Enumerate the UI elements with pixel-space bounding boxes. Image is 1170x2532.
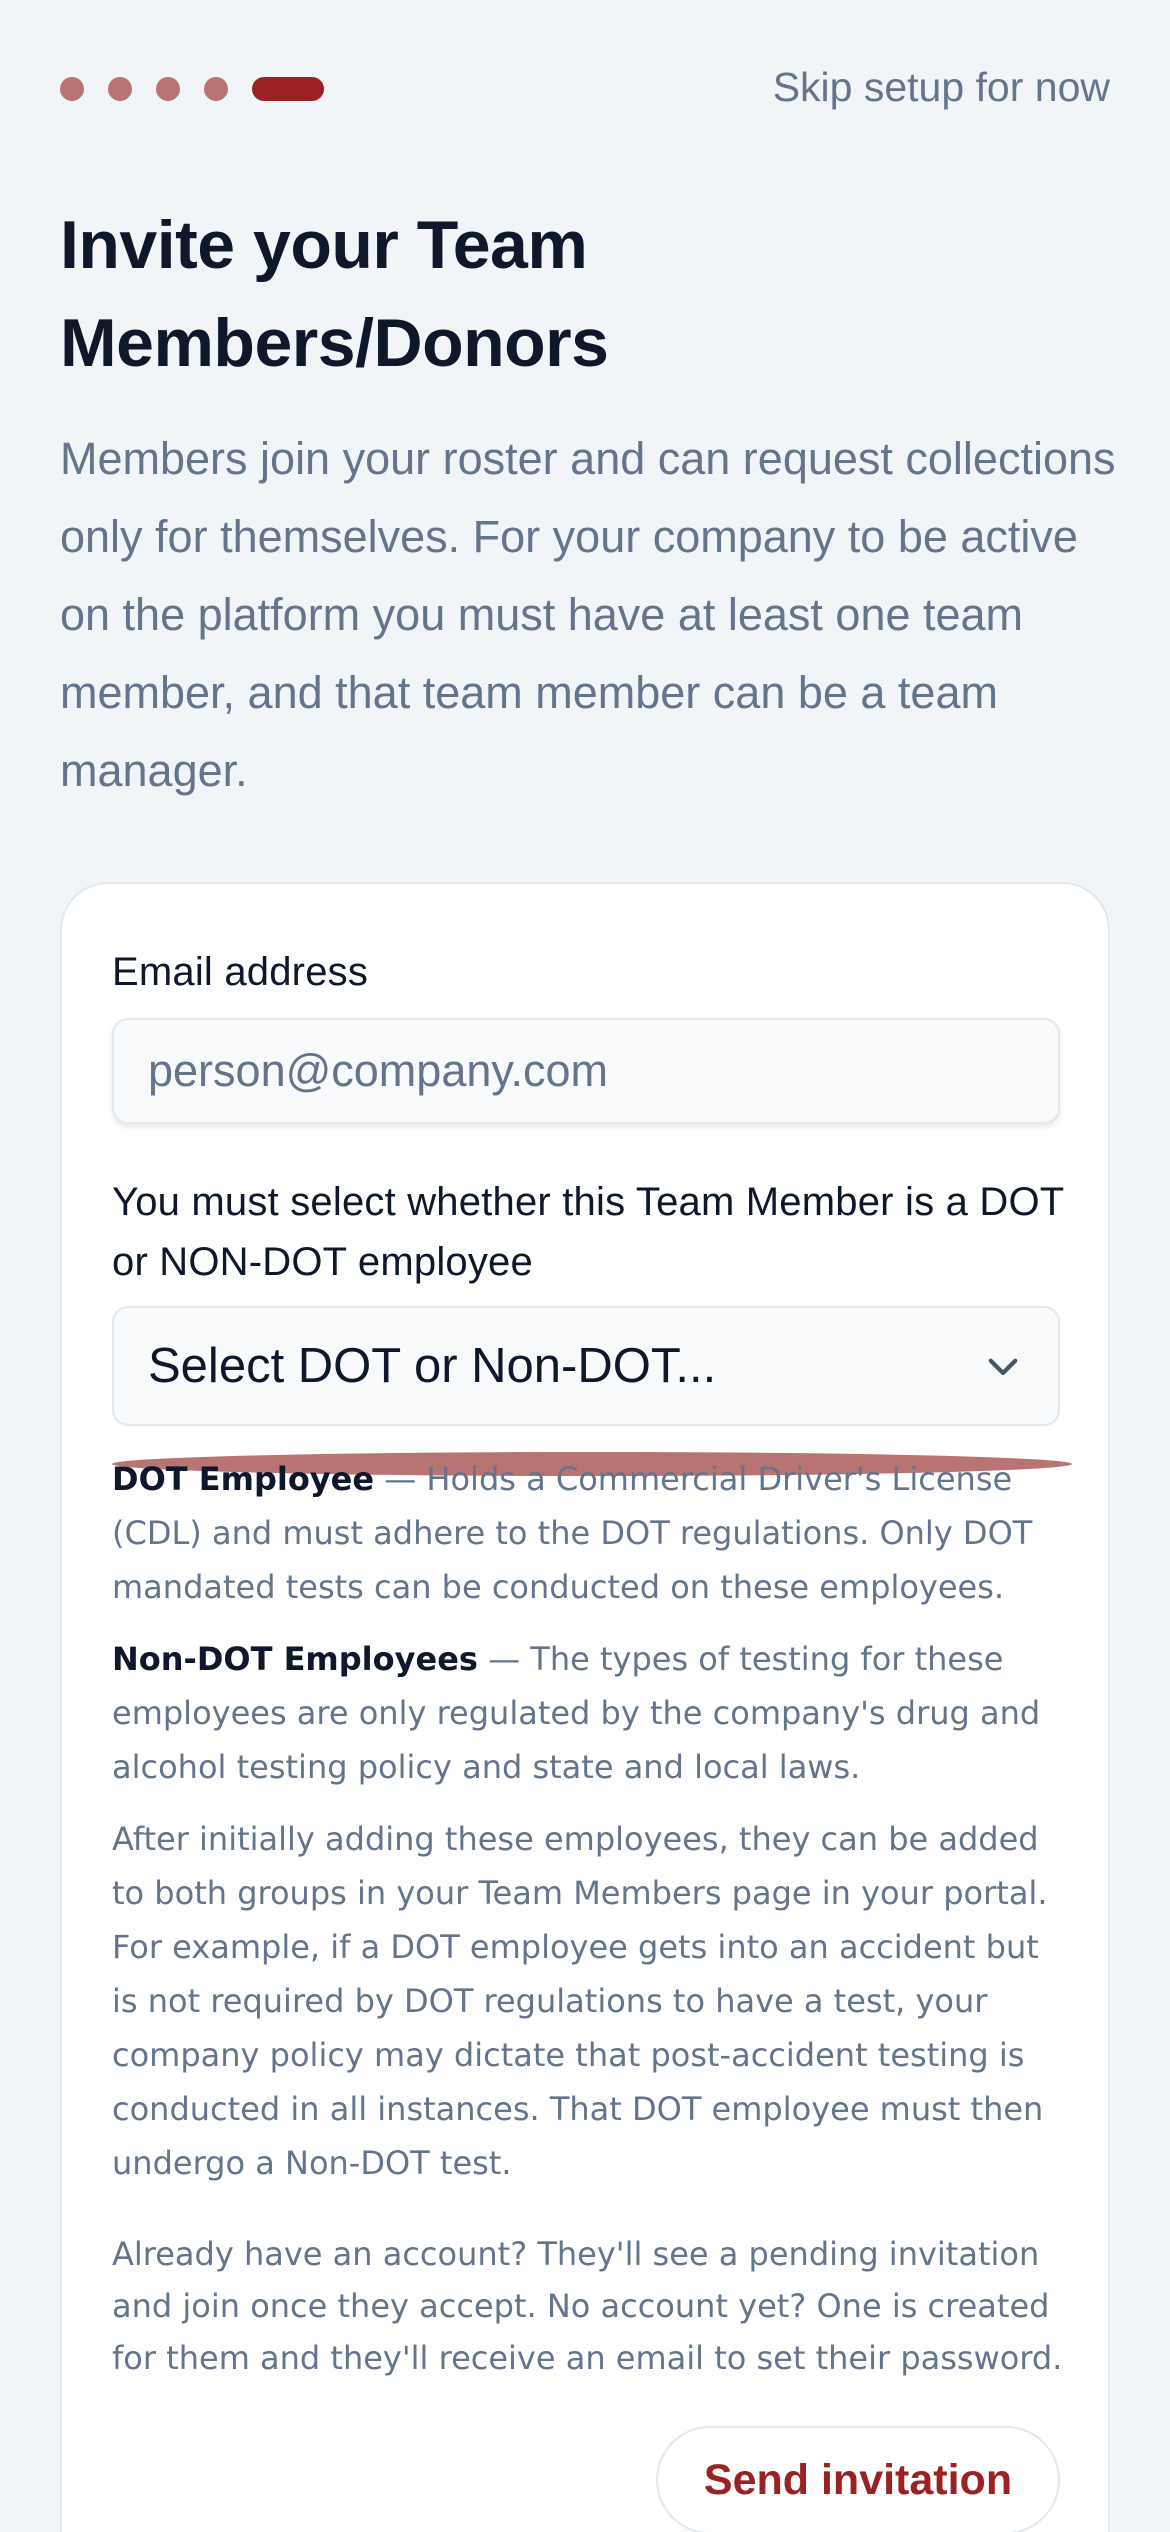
nondot-employee-text: — The types of testing for these employees are only regulated by the company's drug and alcohol testing policy and state and local laws. <box>112 1640 1041 1786</box>
progress-step-5-active <box>252 77 324 101</box>
dot-employee-title: DOT Employee <box>112 1460 375 1498</box>
progress-step-2 <box>108 77 132 101</box>
email-input[interactable] <box>112 1018 1060 1124</box>
top-bar <box>0 0 1170 180</box>
dot-type-question: You must select whether this Team Member is a DOT or NON-DOT employee <box>112 1180 1064 1284</box>
dot-type-select[interactable] <box>112 1306 1060 1426</box>
email-label: Email address <box>112 950 369 994</box>
send-invitation-button[interactable]: Send invitation <box>656 2426 1060 2532</box>
progress-steps <box>60 76 324 102</box>
dot-employee-text: — Holds a Commercial Driver's License (CDL) and must adhere to the DOT regulations. Only DOT mandated tests can be conducted on these employees. <box>112 1460 1033 1606</box>
progress-step-1 <box>60 77 84 101</box>
nondot-employee-description <box>112 1632 1072 1794</box>
progress-step-3 <box>156 77 180 101</box>
nondot-employee-title: Non-DOT Employees <box>112 1640 478 1678</box>
dot-type-select-value: Select DOT or Non-DOT... <box>148 1339 717 1393</box>
group-assignment-note: After initially adding these employees, they can be added to both groups in your Team Members page in your portal. For example, if a DOT employee gets into an accident but is not required by DOT regulations to have a test, your company policy may dictate that post-accident testing is conducted in all instances. That DOT employee must then undergo a Non-DOT test. <box>112 1820 1048 2182</box>
progress-step-4 <box>204 77 228 101</box>
invite-form-card <box>60 882 1110 2532</box>
page-description: Members join your roster and can request collections only for themselves. For your company to be active on the platform you must have at least one team member, and that team member can be a team manager. <box>60 433 1116 796</box>
chevron-down-icon <box>982 1345 1024 1387</box>
dot-employee-description <box>112 1452 1072 1606</box>
page-title: Invite your Team Members/Donors <box>60 207 609 381</box>
skip-setup-link[interactable]: Skip setup for now <box>772 64 1110 110</box>
account-invitation-note: Already have an account? They'll see a pending invitation and join once they accept. No account yet? One is created for them and they'll receive an email to set their password. <box>112 2235 1063 2377</box>
